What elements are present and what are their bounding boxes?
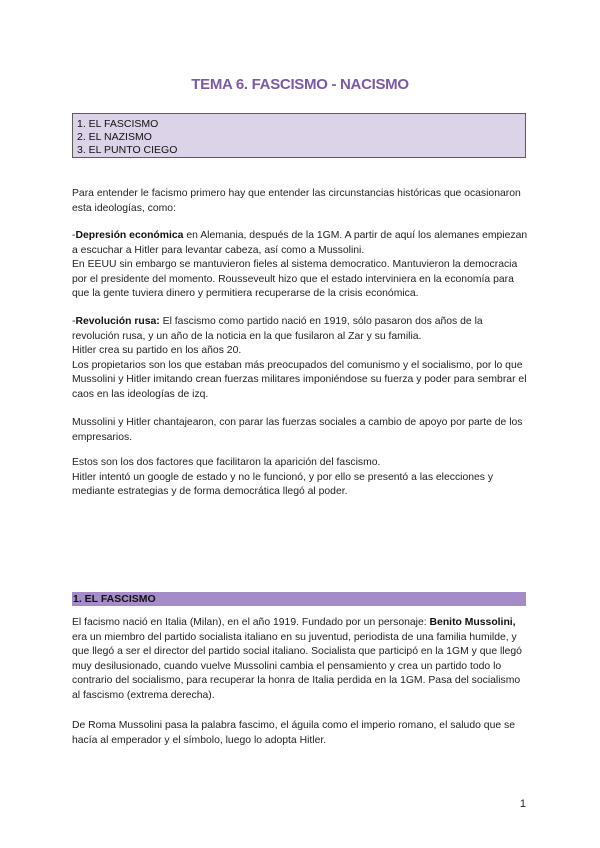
table-of-contents [72, 113, 526, 158]
depresion-text: en Alemania, después de la 1GM. A partir de aquí los alemanes empiezan a escuchar a Hitler para levantar cabeza, así como a Mussolini. [72, 230, 528, 256]
intro-paragraph: Para entender le facismo primero hay que entender las circunstancias históricas que ocasionaron esta ideologías, como: [72, 188, 521, 214]
toc-item-punto-ciego: 3. EL PUNTO CIEGO [77, 144, 178, 156]
revolucion-paragraph [72, 315, 528, 403]
toc-item-nazismo: 2. EL NAZISMO [77, 131, 152, 143]
fascismo-text-a: El facismo nació en Italia (Milan), en el año 1919. Fundado por un personaje: [72, 617, 430, 628]
page-title: TEMA 6. FASCISMO - NACISMO [191, 76, 409, 93]
depresion-paragraph [72, 229, 528, 302]
depresion-dash: - [72, 230, 76, 241]
depresion-text-2: En EEUU sin embargo se mantuvieron fieles al sistema democratico. Mantuvieron la democracia por el presidente del momento. Rousseveult hizo que el estado interviniera en la economía para que la gente tuviera dinero y permitiera recuperarse de la crisis económica. [72, 259, 518, 300]
fascismo-text-b: era un miembro del partido socialista italiano en su juventud, periodista de una familia humilde, y que llegó a ser el director del partido social italiano. Socialista que participó en la 1GM y que llegó muy desilusionado, cuando vuelve Mussolini cambia el pensamiento y crea un partido todo lo contrario del socialismo, para recuperar la honra de Italia perdida en la 1GM. Pasa del socialismo al fascismo (extrema derecha). [72, 631, 522, 701]
depresion-heading: Depresión económica [75, 230, 184, 241]
page-number: 1 [519, 798, 526, 810]
section-heading-fascismo: 1. EL FASCISMO [72, 592, 526, 606]
fascismo-paragraph [72, 616, 528, 704]
factores-text-2: Hitler intentó un google de estado y no le funcionó, y por ello se presentó a las elecciones y mediante estrategias y de forma democrática llegó al poder. [72, 471, 494, 498]
toc-item-fascismo: 1. EL FASCISMO [77, 118, 159, 130]
factores-text: Estos son los dos factores que facilitaron la aparición del fascismo. [72, 457, 381, 468]
revolucion-dash: - [72, 316, 76, 327]
revolucion-text: El fascismo como partido nació en 1919, sólo pasaron dos años de la revolución rusa, y un año de la noticia en la que fusilaron al Zar y su familia. [72, 316, 483, 342]
mussolini-name: Benito Mussolini, [429, 617, 516, 628]
factores-paragraph [72, 456, 528, 500]
roma-paragraph: De Roma Mussolini pasa la palabra fascimo, el águila como el imperio romano, el saludo que se hacía al emperador y el símbolo, luego lo adopta Hitler. [72, 720, 515, 746]
revolucion-text-3: Los propietarios son los que estaban más preocupados del comunismo y el socialismo, por lo que Mussolini y Hitler imitando crean fuerzas militares imponiéndose su fuerza y poder para sembrar el caos en las ideologías de izq. [72, 359, 527, 400]
revolucion-text-2: Hitler crea su partido en los años 20. [72, 345, 242, 357]
revolucion-heading: Revolución rusa: [75, 316, 160, 327]
chantaje-paragraph: Mussolini y Hitler chantajearon, con parar las fuerzas sociales a cambio de apoyo por parte de los empresarios. [72, 417, 523, 443]
